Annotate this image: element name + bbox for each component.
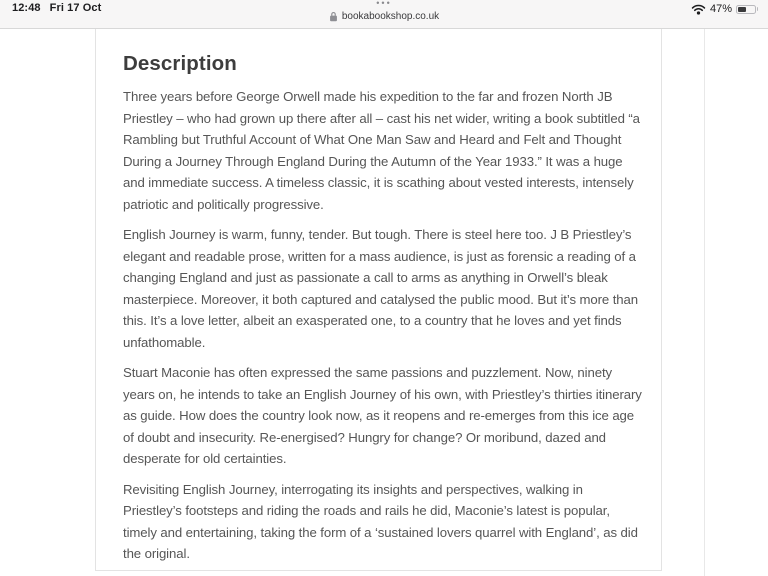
battery-fill [738, 7, 746, 12]
webpage-content [0, 29, 768, 576]
address-bar[interactable] [0, 11, 768, 22]
multitask-dots-icon: ••• [376, 0, 392, 8]
safari-toolbar [0, 0, 768, 29]
description-paragraph-1: Three years before George Orwell made his expedition to the far and frozen North JB Priestley – who had grown up there after all – cast his net wider, writing a book subtitled “a Rambling but Truthful Account of What One Man Saw and Heard and Felt and Thought During a Journey Through England During the Autumn of the Year 1933.” It was a huge and immediate success. A timeless classic, it is scathing about vested interests, intensely patriotic and politically progressive. [123, 89, 640, 212]
description-card [95, 29, 662, 571]
lock-icon [329, 11, 338, 22]
status-date: Fri 17 Oct [49, 2, 102, 14]
description-paragraph-4: Revisiting English Journey, interrogating its insights and perspectives, walking in Priestley’s footsteps and riding the roads and rails he did, Maconie’s latest is popular, timely and entertaining, taking the form of a ‘sustained lovers quarrel with England’, as did the original. [123, 481, 638, 561]
battery-body [736, 5, 756, 14]
address-domain: bookabookshop.co.uk [341, 11, 440, 22]
wifi-icon [691, 4, 706, 15]
battery-icon [736, 5, 758, 14]
status-right [691, 3, 758, 15]
battery-nub [757, 7, 759, 11]
description-paragraph-3: Stuart Maconie has often expressed the same passions and puzzlement. Now, ninety years on, he intends to take an English Journey of his own, with Priestley’s thirties itinerary as guide. How does the country look now, as it reopens and re-emerges from this ice age of doubt and insecurity. Re-energised? Hungry for change? Or moribund, dazed and desperate for old certainties. [123, 365, 642, 466]
multitask-indicator[interactable] [370, 0, 397, 8]
description-paragraph-2: English Journey is warm, funny, tender. But tough. There is steel here too. J B Priestley’s elegant and readable prose, written for a mass audience, is just as forensic a reading of a changing England and just as passionate a call to arms as anything in Orwell’s bleak masterpiece. Moreover, it both captured and catalysed the public mood. But it’s more than this. It’s a love letter, albeit an exasperated one, to a country that he loves and yet finds unfathomable. [123, 227, 638, 350]
status-time: 12:48 [12, 2, 41, 14]
description-heading: Description [123, 52, 237, 75]
layout-divider-vertical [704, 29, 705, 576]
battery-percent: 47% [709, 3, 732, 15]
